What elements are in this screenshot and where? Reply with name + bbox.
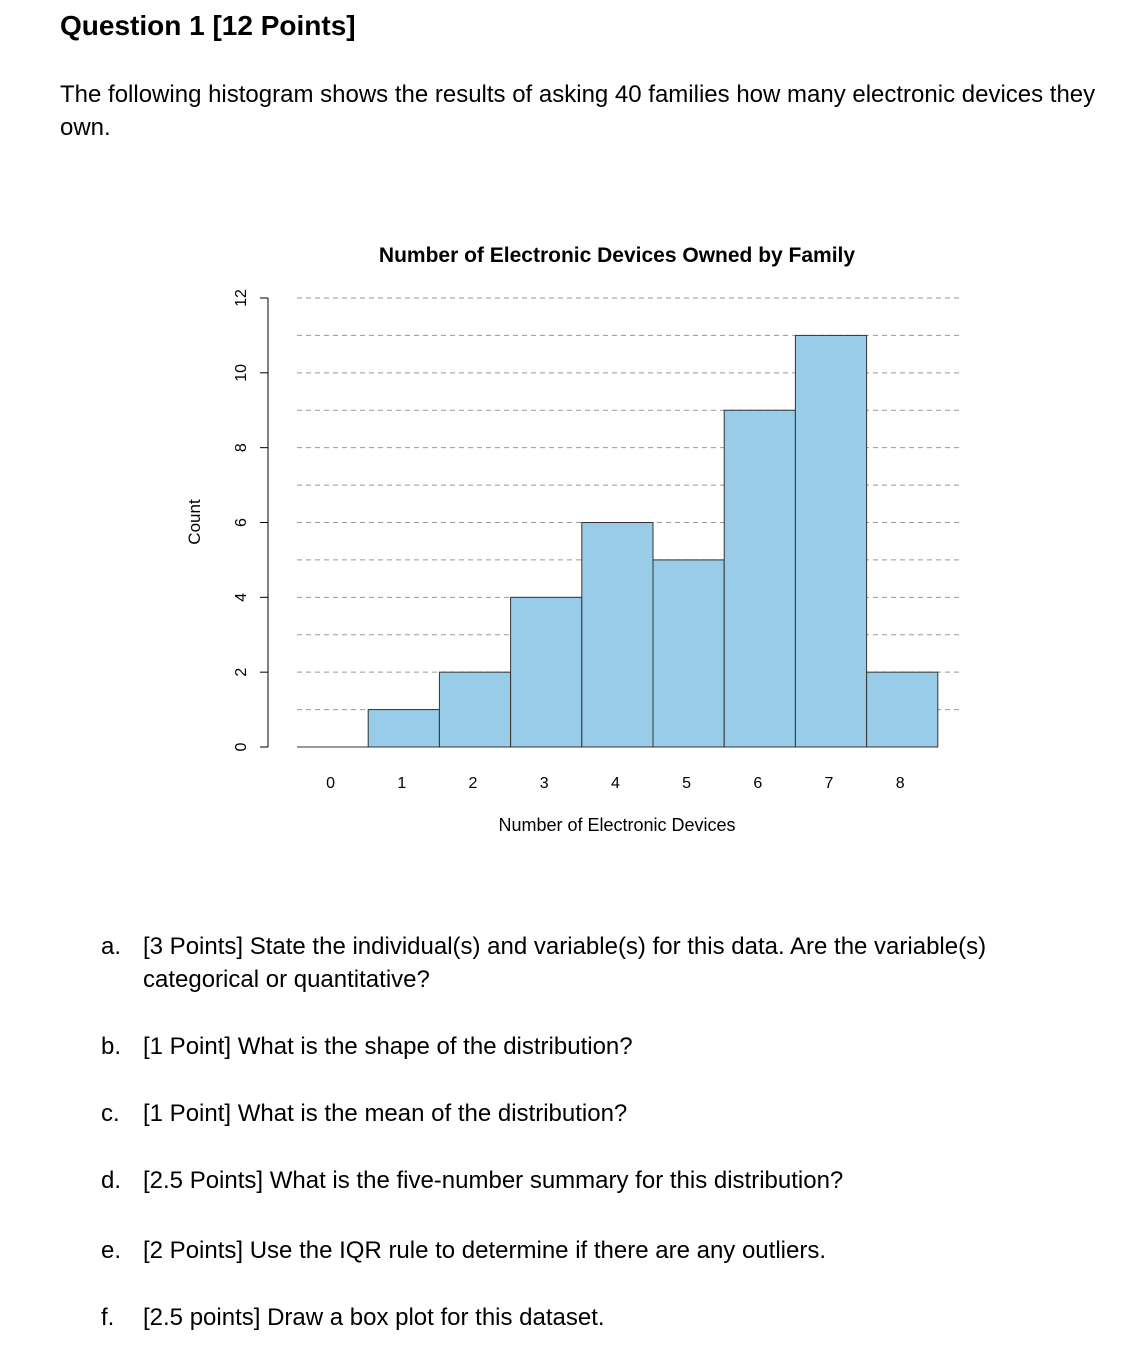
part-text: [2 Points] Use the IQR rule to determine if there are any outliers. xyxy=(143,1237,826,1264)
part-letter: a. xyxy=(101,933,122,960)
chart-y-axis xyxy=(233,289,268,751)
chart-gridlines xyxy=(297,298,960,710)
question-intro: The following histogram shows the results of asking 40 families how many electronic devices they own. xyxy=(60,81,1096,141)
y-tick-label: 6 xyxy=(233,518,251,527)
question-title: Question 1 [12 Points] xyxy=(60,10,356,41)
histogram-bar xyxy=(724,410,795,747)
x-tick-label: 3 xyxy=(539,775,549,792)
chart-bars xyxy=(297,335,938,747)
part-letter: e. xyxy=(101,1237,122,1264)
histogram-bar xyxy=(511,597,582,747)
part-text: [1 Point] What is the shape of the distribution? xyxy=(143,1033,633,1060)
histogram-bar xyxy=(368,710,439,747)
part-letter: f. xyxy=(101,1304,115,1331)
chart-x-tick-labels xyxy=(326,775,905,792)
x-tick-label: 8 xyxy=(895,775,905,792)
x-tick-label: 5 xyxy=(682,775,692,792)
histogram-bar xyxy=(582,523,653,748)
y-tick-label: 8 xyxy=(233,443,251,453)
part-letter: b. xyxy=(101,1033,122,1060)
chart-y-axis-label: Count xyxy=(185,499,204,545)
x-tick-label: 6 xyxy=(753,775,763,792)
part-text: [2.5 Points] What is the five-number summary for this distribution? xyxy=(143,1167,844,1194)
y-tick-label: 2 xyxy=(233,667,251,677)
part-letter: c. xyxy=(101,1100,120,1127)
x-tick-label: 4 xyxy=(610,775,620,792)
part-letter: d. xyxy=(101,1167,122,1194)
histogram-bar xyxy=(795,335,866,747)
y-tick-label: 10 xyxy=(233,363,251,382)
part-text: [2.5 points] Draw a box plot for this dataset. xyxy=(143,1304,605,1331)
part-text: [1 Point] What is the mean of the distribution? xyxy=(143,1100,628,1127)
histogram-bar xyxy=(867,672,938,747)
x-tick-label: 7 xyxy=(824,775,834,792)
part-text: [3 Points] State the individual(s) and variable(s) for this data. Are the variable(s) categorical or quantitative? xyxy=(143,933,987,993)
chart-x-axis-label: Number of Electronic Devices xyxy=(498,815,736,835)
chart-title: Number of Electronic Devices Owned by Family xyxy=(378,244,856,267)
histogram-bar xyxy=(653,560,724,747)
y-tick-label: 4 xyxy=(233,592,251,602)
y-tick-label: 0 xyxy=(233,742,251,752)
y-tick-label: 12 xyxy=(233,289,251,307)
x-tick-label: 0 xyxy=(326,775,336,792)
x-tick-label: 1 xyxy=(397,775,407,792)
histogram-bar xyxy=(439,672,510,747)
x-tick-label: 2 xyxy=(468,775,478,792)
